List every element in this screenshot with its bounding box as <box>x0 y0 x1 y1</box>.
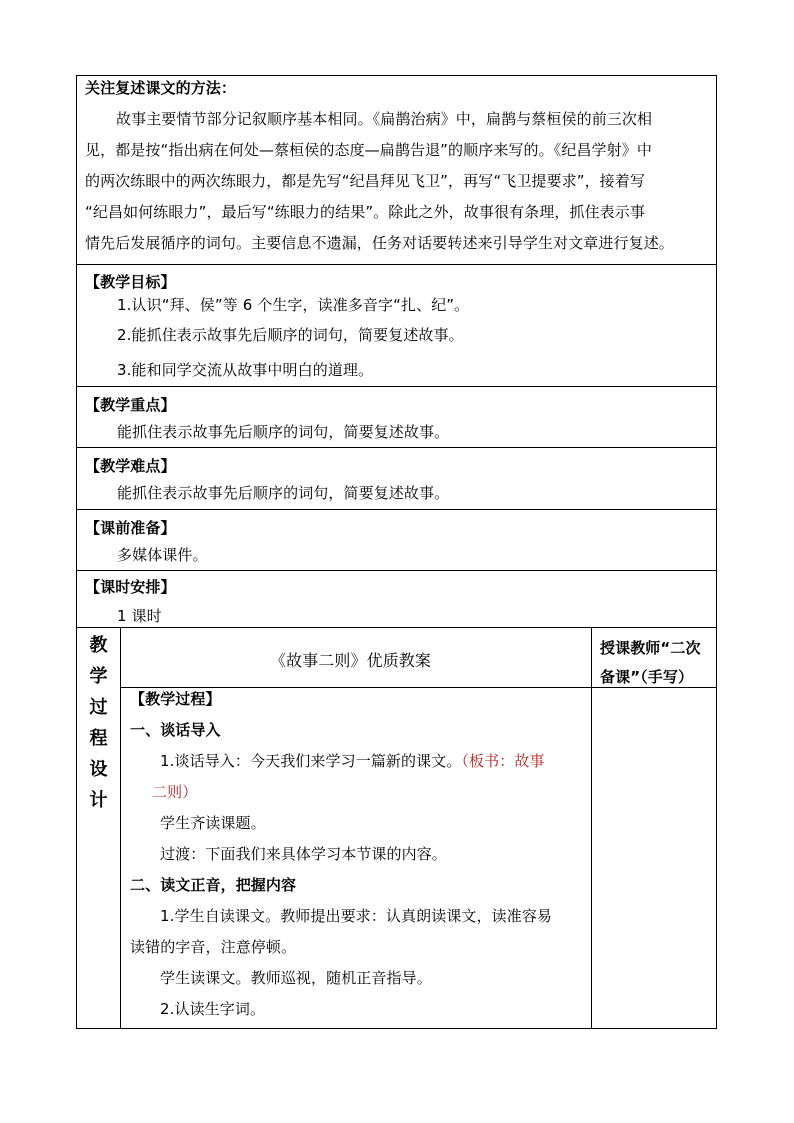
row-divider <box>77 447 716 448</box>
schedule-heading: 【课时安排】 <box>85 578 176 596</box>
step-text: 过渡：下面我们来具体学习本节课的内容。 <box>160 845 447 863</box>
header-divider <box>120 687 716 688</box>
goals-heading: 【教学目标】 <box>85 273 176 291</box>
preparation-text: 多媒体课件。 <box>117 546 208 564</box>
step-text: 学生齐读课题。 <box>160 814 266 832</box>
step-text: 学生读课文。教师巡视，随机正音指导。 <box>160 969 432 987</box>
goal-item: 3.能和同学交流从故事中明白的道理。 <box>117 361 374 379</box>
key-points-heading: 【教学重点】 <box>85 396 176 414</box>
difficulties-text: 能抓住表示故事先后顺序的词句，简要复述故事。 <box>117 484 450 502</box>
board-note: （板书：故事 <box>461 752 545 770</box>
row-divider <box>77 509 716 510</box>
row-divider <box>77 627 716 628</box>
method-paragraph-line: 的两次练眼中的两次练眼力，都是先写“纪昌拜见飞卫”，再写“飞卫提要求”，接着写 <box>85 172 645 190</box>
side-label-char: 设 <box>89 759 108 780</box>
step-text: 1.学生自读课文。教师提出要求：认真朗读课文，读准容易 <box>160 907 553 925</box>
row-divider <box>77 386 716 387</box>
lesson-plan-table <box>76 75 717 1029</box>
preparation-heading: 【课前准备】 <box>85 519 176 537</box>
goal-item: 2.能抓住表示故事先后顺序的词句，简要复述故事。 <box>117 326 464 344</box>
col-divider <box>120 627 121 1028</box>
side-label-char: 学 <box>89 666 108 687</box>
method-paragraph-line: 情先后发展循序的词句。主要信息不遗漏，任务对话要转述来引导学生对文章进行复述。 <box>85 234 674 252</box>
schedule-text: 1 课时 <box>117 607 162 625</box>
row-divider <box>77 264 716 265</box>
process-heading: 【教学过程】 <box>130 690 221 708</box>
col-divider <box>591 627 592 1028</box>
section-heading: 一、谈话导入 <box>130 721 221 739</box>
row-divider <box>77 570 716 571</box>
side-label-char: 程 <box>89 728 108 749</box>
board-note-cont: 二则） <box>152 783 198 801</box>
goal-item: 1.认识“拜、侯”等 6 个生字，读准多音字“扎、纪”。 <box>117 296 470 314</box>
step-text: 2.认读生字词。 <box>160 1000 266 1018</box>
step1-text: 1.谈话导入：今天我们来学习一篇新的课文。 <box>160 752 462 770</box>
method-paragraph-line: “纪昌如何练眼力”，最后写“练眼力的结果”。除此之外，故事很有条理，抓住表示事 <box>85 203 645 221</box>
key-points-text: 能抓住表示故事先后顺序的词句，简要复述故事。 <box>117 423 450 441</box>
step-text: 读错的字音，注意停顿。 <box>130 938 297 956</box>
side-label-char: 计 <box>89 790 108 811</box>
difficulties-heading: 【教学难点】 <box>85 457 176 475</box>
method-heading: 关注复述课文的方法： <box>85 79 237 97</box>
method-paragraph-line: 故事主要情节部分记叙顺序基本相同。《扁鹊治病》中，扁鹊与蔡桓侯的前三次相 <box>116 110 653 128</box>
teacher-note-header: 授课教师“二次 <box>600 639 701 657</box>
step-text <box>160 751 545 771</box>
side-label-char: 教 <box>89 635 108 656</box>
lesson-title: 《故事二则》优质教案 <box>270 651 432 670</box>
method-paragraph-line: 见，都是按“指出病在何处—蔡桓侯的态度—扁鹊告退”的顺序来写的。《纪昌学射》中 <box>85 141 652 159</box>
section-heading: 二、读文正音，把握内容 <box>130 876 297 894</box>
side-label-char: 过 <box>89 697 108 718</box>
teacher-note-header: 备课”（手写） <box>600 668 694 686</box>
